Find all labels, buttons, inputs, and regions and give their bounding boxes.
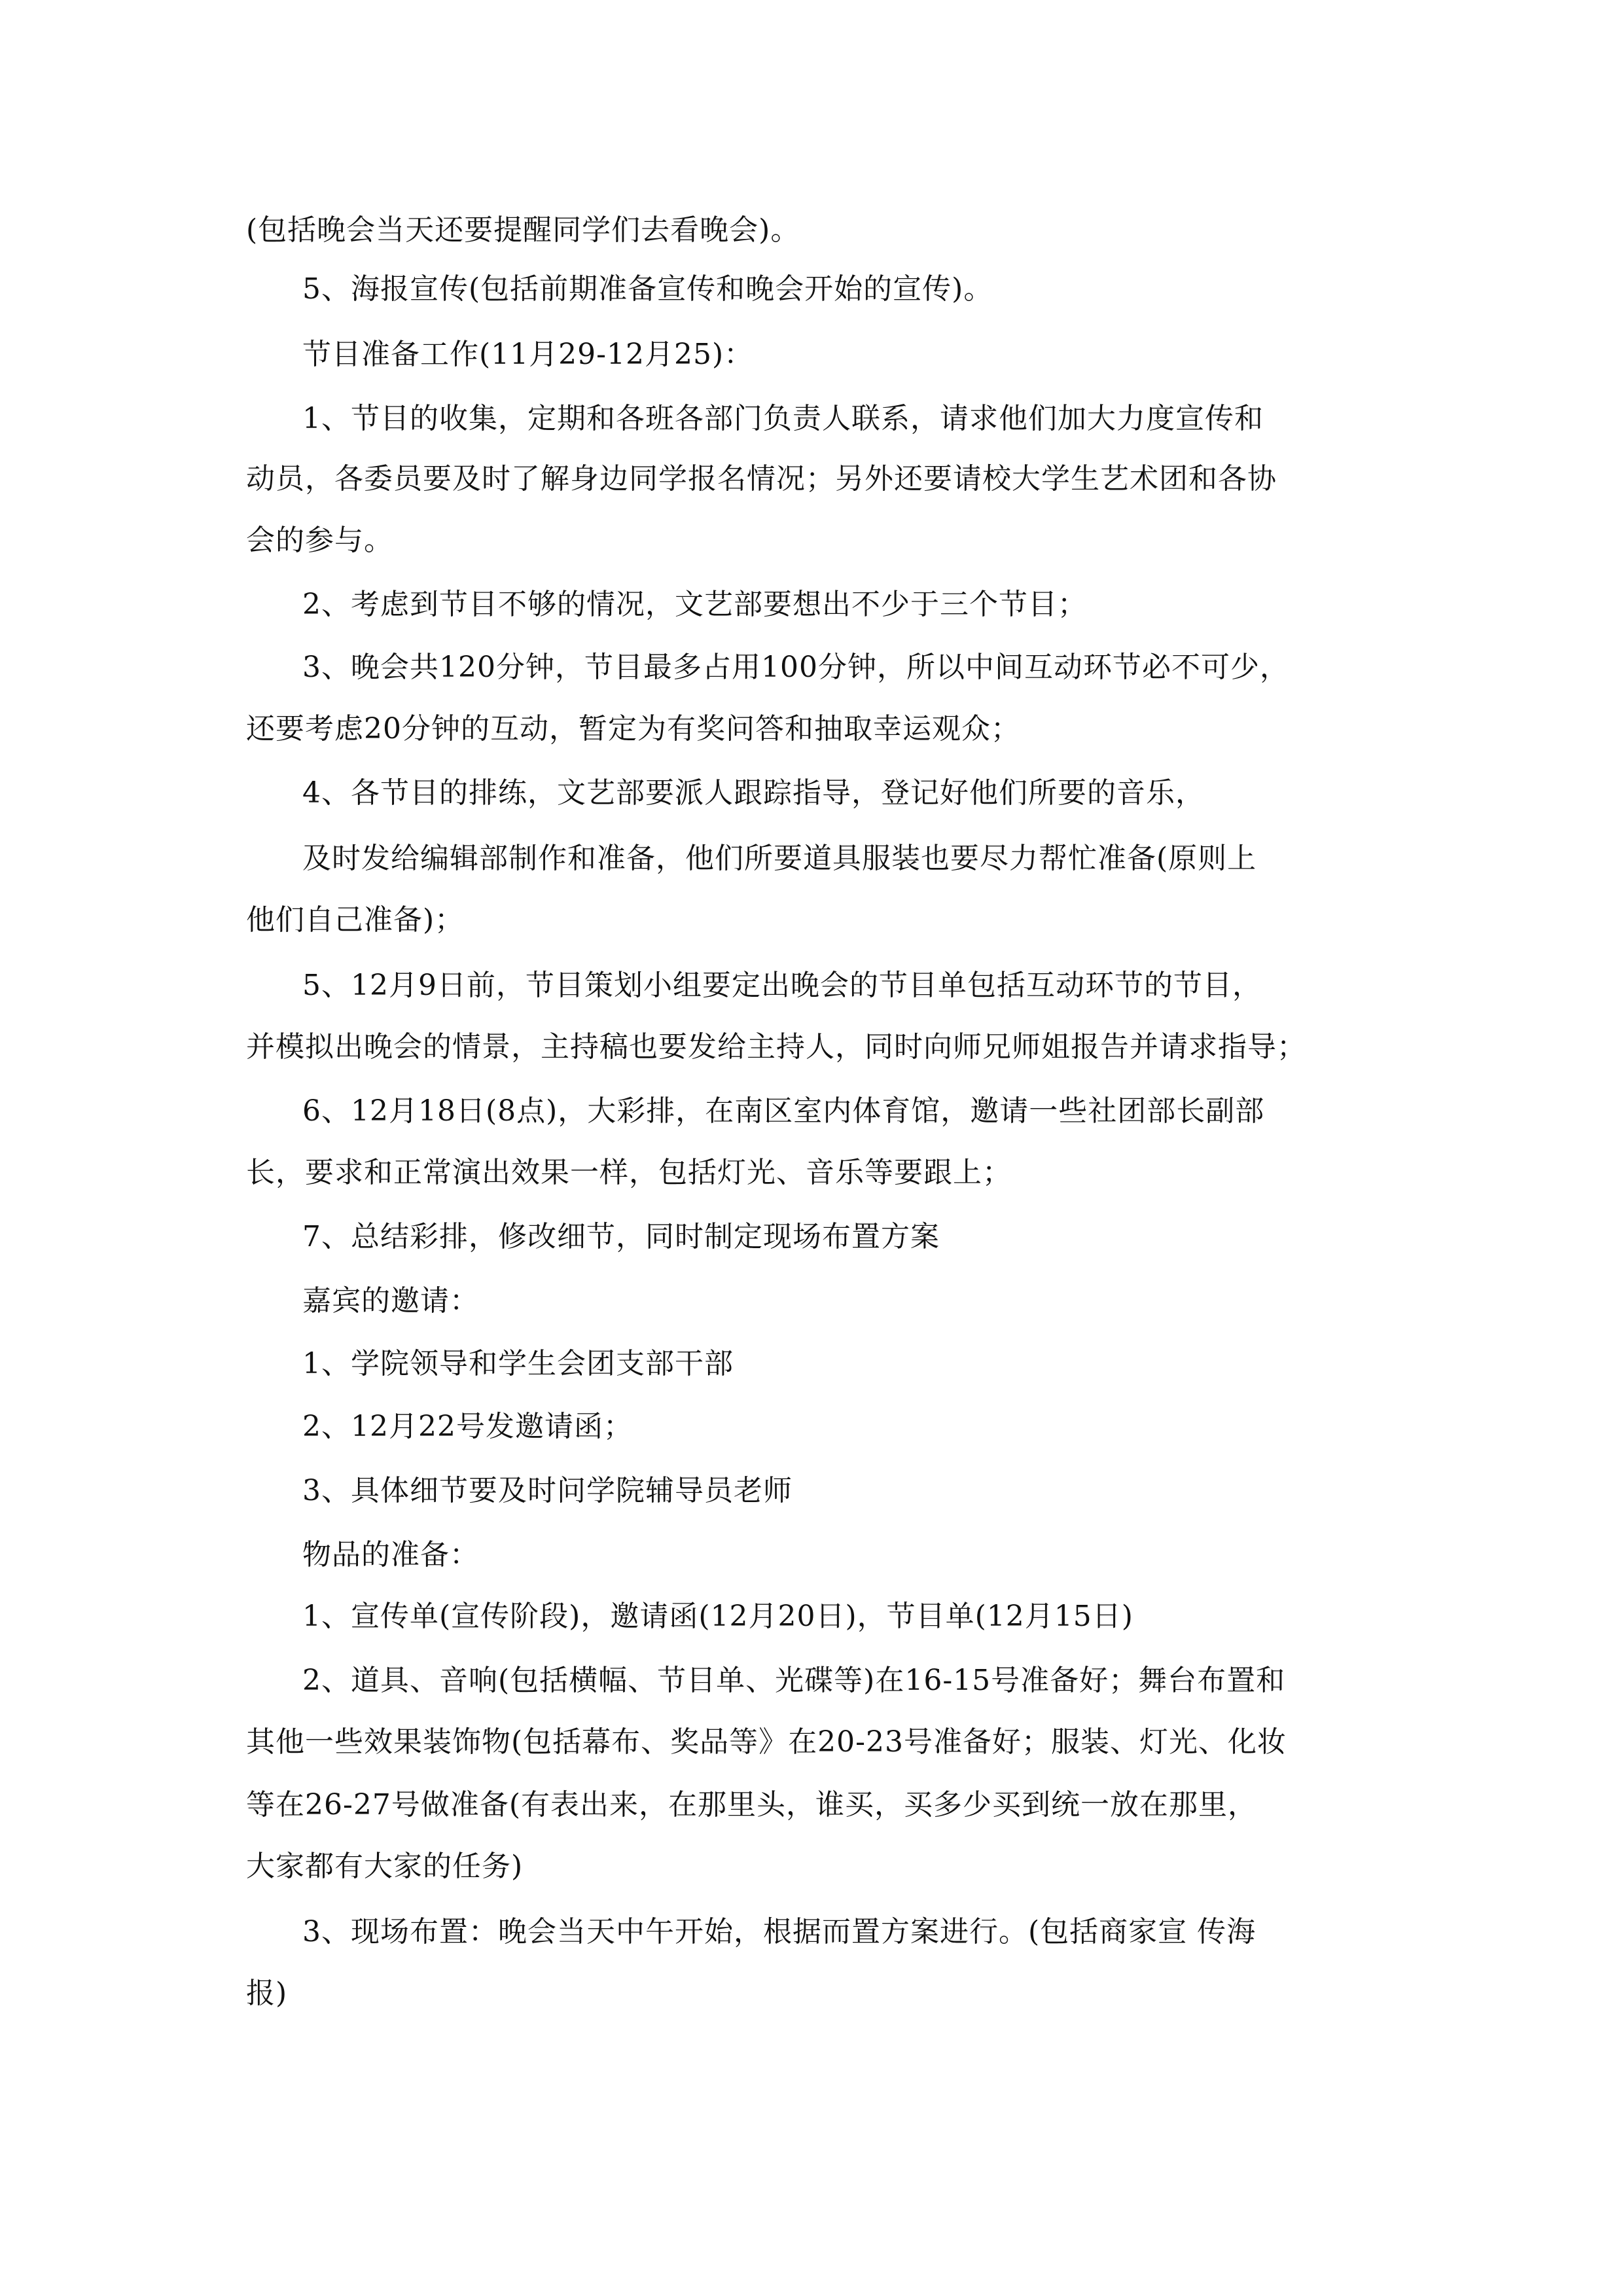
text-line: 5、12月9日前，节目策划小组要定出晚会的节目单包括互动环节的节目， — [302, 969, 1262, 1002]
section-heading: 节目准备工作(11月29-12月25)： — [302, 338, 754, 371]
text-line: 大家都有大家的任务) — [246, 1850, 524, 1883]
text-line: 1、学院领导和学生会团支部干部 — [302, 1347, 734, 1380]
text-line: 其他一些效果装饰物(包括幕布、奖品等》在20-23号准备好；服装、灯光、化妆 — [246, 1725, 1287, 1759]
text-line: 长，要求和正常演出效果一样，包括灯光、音乐等要跟上； — [246, 1156, 1012, 1189]
text-line: 4、各节目的排练，文艺部要派人跟踪指导，登记好他们所要的音乐， — [302, 776, 1205, 810]
text-line: 报) — [246, 1977, 288, 2010]
text-line: 等在26-27号做准备(有表出来，在那里头，谁买，买多少买到统一放在那里， — [246, 1788, 1258, 1821]
text-line: 动员，各委员要及时了解身边同学报名情况；另外还要请校大学生艺术团和各协 — [246, 462, 1277, 495]
text-line: 2、道具、音响(包括横幅、节目单、光碟等)在16-15号准备好；舞台布置和 — [302, 1664, 1286, 1697]
text-line: 6、12月18日(8点)，大彩排，在南区室内体育馆，邀请一些社团部长副部 — [302, 1094, 1265, 1128]
text-line: 会的参与。 — [246, 524, 393, 557]
text-line: (包括晚会当天还要提醒同学们去看晚会)。 — [246, 213, 800, 247]
text-line: 1、宣传单(宣传阶段)，邀请函(12月20日)，节目单(12月15日) — [302, 1600, 1133, 1633]
text-line: 及时发给编辑部制作和准备，他们所要道具服装也要尽力帮忙准备(原则上 — [302, 842, 1257, 875]
text-line: 3、晚会共120分钟，节目最多占用100分钟，所以中间互动环节必不可少， — [302, 651, 1289, 684]
text-line: 2、12月22号发邀请函； — [302, 1410, 633, 1443]
section-heading: 嘉宾的邀请： — [302, 1284, 479, 1318]
text-line: 3、具体细节要及时问学院辅导员老师 — [302, 1474, 793, 1507]
text-line: 还要考虑20分钟的互动，暂定为有奖问答和抽取幸运观众； — [246, 712, 1020, 745]
section-heading: 物品的准备： — [302, 1538, 479, 1571]
text-line: 5、海报宣传(包括前期准备宣传和晚会开始的宣传)。 — [302, 272, 993, 306]
text-line: 2、考虑到节目不够的情况，文艺部要想出不少于三个节目； — [302, 588, 1087, 621]
text-line: 7、总结彩排，修改细节，同时制定现场布置方案 — [302, 1220, 940, 1253]
text-line: 3、现场布置：晚会当天中午开始，根据而置方案进行。(包括商家宣 传海 — [302, 1915, 1257, 1948]
text-line: 并模拟出晚会的情景，主持稿也要发给主持人，同时向师兄师姐报告并请求指导； — [246, 1030, 1306, 1064]
text-line: 1、节目的收集，定期和各班各部门负责人联系，请求他们加大力度宣传和 — [302, 402, 1264, 435]
text-line: 他们自己准备)； — [246, 903, 465, 937]
